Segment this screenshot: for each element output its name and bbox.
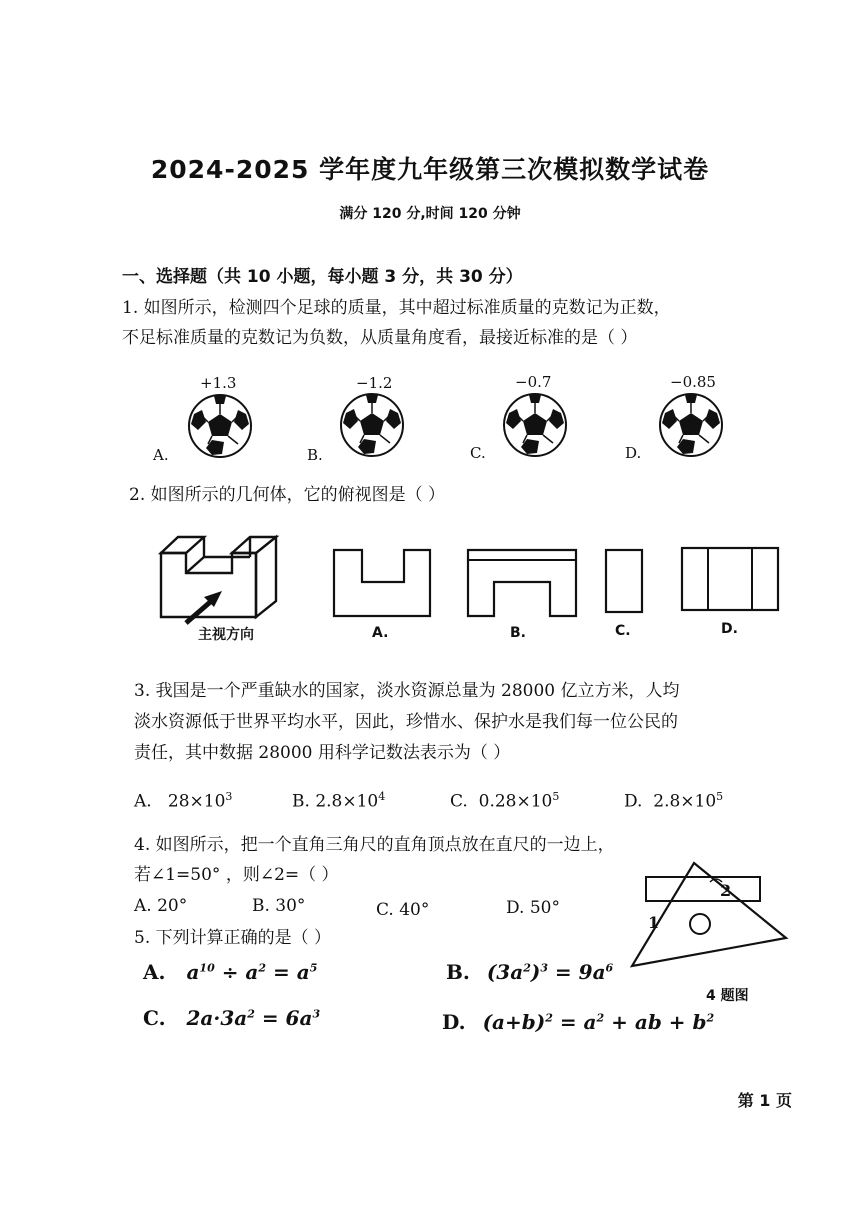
q1-line1: 1. 如图所示，检测四个足球的质量，其中超过标准质量的克数记为正数， <box>122 298 671 318</box>
ball-a-value: +1.3 <box>200 374 237 392</box>
q4-option-c: C. 40° <box>376 900 430 920</box>
q3-option-a-label: A. <box>134 791 152 812</box>
q3-option-c-exp: 5 <box>552 790 560 803</box>
option-b-shape <box>466 548 578 618</box>
q3-option-d-label: D. <box>624 791 643 812</box>
q3-option-c-base: 0.28×10 <box>478 791 553 812</box>
q1-line2: 不足标准质量的克数记为负数，从质量角度看，最接近标准的是（ ） <box>122 328 638 348</box>
ball-d-label: D. <box>625 444 642 462</box>
ball-c-label: C. <box>470 444 486 462</box>
soccer-ball-d-icon <box>657 391 725 459</box>
page-subtitle: 满分 120 分,时间 120 分钟 <box>339 206 521 222</box>
q3-option-c-label: C. <box>450 791 468 812</box>
q3-option-a-base: 28×10 <box>167 791 226 812</box>
q5-option-a-label: A. <box>143 960 166 984</box>
q3-option-b <box>292 790 385 812</box>
angle-1-label: 1 <box>648 913 660 932</box>
q4-triangle-ruler-figure <box>630 858 790 970</box>
q2-option-a-label: A. <box>372 625 389 641</box>
q3-option-b-label: B. <box>292 791 310 812</box>
q4-line2: 若∠1=50° ，则∠2=（ ） <box>134 865 339 885</box>
q3-option-a-exp: 3 <box>225 790 233 803</box>
q5-option-c-formula: $2a\cdot 3a^2 = 6a^3$ <box>186 1006 321 1030</box>
q5-option-b <box>446 960 613 984</box>
q5-option-c <box>143 1006 320 1030</box>
q5-option-d-formula: $(a+b)^2 = a^2$ + ab + $b^2$ <box>482 1010 715 1034</box>
q2-option-d-label: D. <box>721 621 738 637</box>
q5-line1: 5. 下列计算正确的是（ ） <box>134 928 332 948</box>
q5-option-b-label: B. <box>446 960 470 984</box>
q4-option-b: B. 30° <box>252 896 306 916</box>
q4-line1: 4. 如图所示，把一个直角三角尺的直角顶点放在直尺的一边上， <box>134 835 615 855</box>
page-number: 第 1 页 <box>737 1091 792 1110</box>
q3-option-b-base: 2.8×10 <box>315 791 379 812</box>
option-a-shape <box>332 548 432 618</box>
angle-2-label: 2 <box>720 881 732 900</box>
q2-option-c-label: C. <box>615 623 631 639</box>
option-c-shape <box>604 548 644 614</box>
q3-option-c <box>450 790 559 812</box>
q5-option-c-label: C. <box>143 1006 166 1030</box>
q2-line1: 2. 如图所示的几何体，它的俯视图是（ ） <box>129 485 446 505</box>
q3-line2: 淡水资源低于世界平均水平，因此，珍惜水、保护水是我们每一位公民的 <box>134 712 678 732</box>
q5-option-d <box>442 1010 714 1034</box>
q3-line1: 3. 我国是一个严重缺水的国家，淡水资源总量为 28000 亿立方米，人均 <box>134 681 680 701</box>
soccer-ball-a-icon <box>186 392 254 460</box>
q3-option-d-base: 2.8×10 <box>653 791 717 812</box>
q5-option-b-formula: $(3a^2)^3 = 9a^6$ <box>486 960 614 984</box>
soccer-ball-c-icon <box>501 391 569 459</box>
ball-a-label: A. <box>153 446 169 464</box>
page-title: 2024-2025 学年度九年级第三次模拟数学试卷 <box>150 155 710 184</box>
ball-c-value: −0.7 <box>515 373 552 391</box>
q4-figure-label: 4 题图 <box>706 988 749 1004</box>
q4-option-a: A. 20° <box>134 896 188 916</box>
q5-option-a <box>143 960 317 984</box>
solid-3d-figure <box>158 525 280 627</box>
q5-option-d-label: D. <box>442 1010 466 1034</box>
q5-option-a-formula: $a^{10} \div a^2 = a^5$ <box>186 960 318 984</box>
ball-b-label: B. <box>307 446 323 464</box>
section-title: 一、选择题（共 10 小题，每小题 3 分，共 30 分） <box>122 267 523 287</box>
q3-line3: 责任，其中数据 28000 用科学记数法表示为（ ） <box>134 743 511 763</box>
q2-option-b-label: B. <box>510 625 526 641</box>
view-direction-label: 主视方向 <box>198 627 254 643</box>
option-d-shape <box>680 546 780 612</box>
q3-option-a <box>134 790 232 812</box>
soccer-ball-b-icon <box>338 391 406 459</box>
q3-option-b-exp: 4 <box>378 790 386 803</box>
q3-option-d <box>624 790 723 812</box>
q4-option-d: D. 50° <box>506 898 560 918</box>
q3-option-d-exp: 5 <box>716 790 724 803</box>
ball-d-value: −0.85 <box>670 373 716 391</box>
ball-b-value: −1.2 <box>356 374 393 392</box>
